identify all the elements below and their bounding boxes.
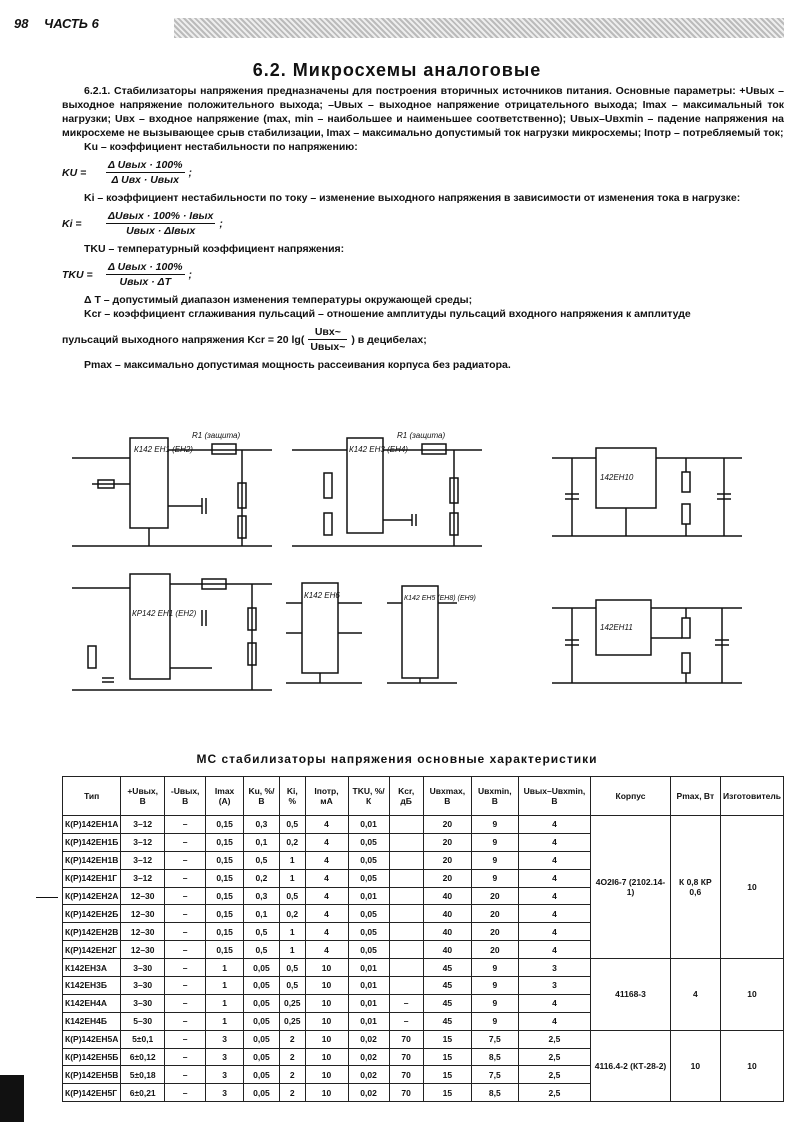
table-cell: 1 bbox=[206, 994, 244, 1012]
table-row bbox=[63, 816, 784, 834]
table-cell: 0,5 bbox=[243, 923, 279, 941]
table-cell: 0,02 bbox=[348, 1030, 389, 1048]
table-cell: 15 bbox=[423, 1066, 471, 1084]
ku-formula: KU = $\frac{\text{Δ Uвых · 100\%}}{\text{Δ Uвх · Uвых}}$ ; bbox=[62, 159, 192, 186]
ki-denominator: Uвых · ΔIвых bbox=[126, 225, 196, 237]
table-cell: 0,25 bbox=[280, 994, 306, 1012]
table-cell: 10 bbox=[305, 977, 348, 995]
section-title: 6.2. Микросхемы аналоговые bbox=[252, 60, 542, 80]
table-body bbox=[63, 816, 784, 1102]
table-cell bbox=[389, 959, 423, 977]
table-cell: 15 bbox=[423, 1030, 471, 1048]
table-cell: 4 bbox=[305, 869, 348, 887]
korpus-cell: 4O2I6-7 (2102.14-1) bbox=[591, 816, 670, 959]
table-cell: 0,01 bbox=[348, 977, 389, 995]
table-cell: 70 bbox=[389, 1066, 423, 1084]
table-cell: 12–30 bbox=[121, 941, 165, 959]
ki-definition: Ki – коэффициент нестабильности по току – изменение выходного напряжения в зависимости от изменения тока в нагрузке: bbox=[84, 192, 741, 204]
table-cell: 4 bbox=[305, 905, 348, 923]
type-cell: К142ЕН3Б bbox=[63, 977, 121, 995]
column-header: Ku, %/В bbox=[243, 777, 279, 816]
table-cell: 0,02 bbox=[348, 1048, 389, 1066]
table-cell: 0,01 bbox=[348, 959, 389, 977]
table-cell: 1 bbox=[206, 959, 244, 977]
table-cell: 0,15 bbox=[206, 905, 244, 923]
page-header bbox=[14, 12, 784, 38]
table-cell: 0,15 bbox=[206, 833, 244, 851]
pmax-definition: Pmax – максимально допустимая мощность рассеивания корпуса без радиатора. bbox=[84, 359, 511, 371]
ki-lhs: Ki = bbox=[62, 217, 82, 230]
table-cell: – bbox=[165, 1030, 206, 1048]
table-cell: 8,5 bbox=[472, 1048, 519, 1066]
type-cell: К142ЕН3А bbox=[63, 959, 121, 977]
table-cell: 9 bbox=[472, 851, 519, 869]
column-header: +Uвых, В bbox=[121, 777, 165, 816]
table-cell bbox=[389, 816, 423, 834]
table-cell: 0,02 bbox=[348, 1084, 389, 1102]
table-cell: 0,05 bbox=[348, 851, 389, 869]
ku-definition: Ku – коэффициент нестабильности по напряжению: bbox=[84, 141, 358, 153]
table-cell: – bbox=[389, 1012, 423, 1030]
table-cell: 1 bbox=[280, 941, 306, 959]
table-cell bbox=[389, 923, 423, 941]
table-cell: 0,15 bbox=[206, 869, 244, 887]
column-header: Uвхmax, В bbox=[423, 777, 471, 816]
ki-numerator: ΔUвых · 100% · Iвых bbox=[108, 210, 214, 222]
table-cell: – bbox=[165, 977, 206, 995]
table-cell: 0,5 bbox=[280, 977, 306, 995]
table-cell: 20 bbox=[472, 887, 519, 905]
table-cell: 3 bbox=[206, 1030, 244, 1048]
table-cell: 9 bbox=[472, 833, 519, 851]
pmax-cell: 10 bbox=[670, 1030, 720, 1102]
table-cell: 45 bbox=[423, 994, 471, 1012]
korpus-cell: 41168-3 bbox=[591, 959, 670, 1031]
table-cell: 20 bbox=[423, 816, 471, 834]
table-cell: 4 bbox=[305, 887, 348, 905]
d4-chip-label: КР142 ЕН1 (ЕН2) bbox=[132, 609, 197, 618]
intro-paragraph: 6.2.1. Стабилизаторы напряжения предназначены для построения вторичных источников питания. Основные параметры: +Uвых – выходное напряжение положительного выхода; –Uвых – выходное напряжение отрицательного выхода; Imax – максимальный ток нагрузки; Uвх – входное напряжение (max, min – наибольшее и наименьшее соответственно); Uвых–Uвхmin – падение напряжения на микросхеме не вызывающее срыв стабилизации, Imax – максимально допустимый ток нагрузки микросхемы; Iпотр – потребляемый ток; bbox=[62, 85, 784, 139]
table-cell: 40 bbox=[423, 941, 471, 959]
chapter-label: ЧАСТЬ 6 bbox=[44, 16, 99, 31]
table-cell: 0,5 bbox=[243, 941, 279, 959]
table-cell: 45 bbox=[423, 977, 471, 995]
table-cell: – bbox=[165, 994, 206, 1012]
table-cell: 1 bbox=[206, 977, 244, 995]
table-cell: 20 bbox=[423, 851, 471, 869]
table-cell: 4 bbox=[518, 994, 591, 1012]
circuit-diagram-3 bbox=[552, 448, 742, 536]
maker-cell: 10 bbox=[721, 1030, 784, 1102]
table-cell: 10 bbox=[305, 1066, 348, 1084]
table-cell: 45 bbox=[423, 959, 471, 977]
table-cell: 3 bbox=[518, 959, 591, 977]
table-cell: – bbox=[165, 851, 206, 869]
table-cell: 3–12 bbox=[121, 816, 165, 834]
kcr-text-b: ) в децибелах; bbox=[351, 333, 427, 346]
table-cell: 4 bbox=[518, 833, 591, 851]
table-cell bbox=[389, 941, 423, 959]
table-cell bbox=[389, 887, 423, 905]
type-cell: К142ЕН4А bbox=[63, 994, 121, 1012]
table-cell: 4 bbox=[305, 941, 348, 959]
table-cell: 20 bbox=[472, 923, 519, 941]
table-cell: 4 bbox=[518, 887, 591, 905]
table-cell: 1 bbox=[206, 1012, 244, 1030]
table-cell: 0,05 bbox=[243, 1084, 279, 1102]
table-cell: 5±0,1 bbox=[121, 1030, 165, 1048]
table-cell: 0,3 bbox=[243, 816, 279, 834]
column-header: Kcr, дБ bbox=[389, 777, 423, 816]
table-cell: 8,5 bbox=[472, 1084, 519, 1102]
pmax-cell: К 0,8 КР 0,6 bbox=[670, 816, 720, 959]
tku-formula: TKU = $\frac{\text{Δ Uвых · 100\%}}{\text{Uвых · ΔT}}$ ; bbox=[62, 261, 192, 288]
table-cell: – bbox=[165, 959, 206, 977]
table-cell: 3–12 bbox=[121, 833, 165, 851]
table-cell: 0,15 bbox=[206, 851, 244, 869]
table-cell: 6±0,12 bbox=[121, 1048, 165, 1066]
table-cell: 0,05 bbox=[243, 1030, 279, 1048]
tku-lhs: TKU = bbox=[62, 268, 93, 281]
table-cell: 0,05 bbox=[348, 905, 389, 923]
table-cell: 2,5 bbox=[518, 1084, 591, 1102]
table-cell: 0,15 bbox=[206, 923, 244, 941]
header-bar bbox=[174, 18, 784, 38]
table-cell: 0,05 bbox=[348, 869, 389, 887]
table-cell: 0,15 bbox=[206, 816, 244, 834]
table-cell: 4 bbox=[518, 851, 591, 869]
column-header: Тип bbox=[63, 777, 121, 816]
table-cell: 1 bbox=[280, 851, 306, 869]
table-cell: 9 bbox=[472, 994, 519, 1012]
tku-definition: TKU – температурный коэффициент напряжения: bbox=[84, 243, 345, 255]
table-cell: – bbox=[165, 869, 206, 887]
circuit-diagrams bbox=[62, 428, 784, 718]
d7-chip-label: 142ЕН11 bbox=[600, 623, 633, 632]
table-cell: 0,05 bbox=[348, 941, 389, 959]
table-cell: 2 bbox=[280, 1030, 306, 1048]
table-cell: 3–12 bbox=[121, 851, 165, 869]
table-cell: 0,01 bbox=[348, 994, 389, 1012]
table-cell: 70 bbox=[389, 1084, 423, 1102]
table-cell: 2 bbox=[280, 1066, 306, 1084]
table-cell: 0,01 bbox=[348, 1012, 389, 1030]
table-cell: 3–30 bbox=[121, 994, 165, 1012]
margin-dash bbox=[36, 897, 58, 898]
d1-chip-label: К142 ЕН1 (ЕН2) bbox=[134, 445, 193, 454]
table-cell: 0,05 bbox=[243, 1048, 279, 1066]
type-cell: К(Р)142ЕН5А bbox=[63, 1030, 121, 1048]
column-header: Uвых–Uвхmin, В bbox=[518, 777, 591, 816]
table-cell: 40 bbox=[423, 887, 471, 905]
table-cell bbox=[389, 905, 423, 923]
table-cell bbox=[389, 851, 423, 869]
table-cell: 0,2 bbox=[280, 905, 306, 923]
table-cell: 4 bbox=[518, 905, 591, 923]
table-cell: – bbox=[165, 941, 206, 959]
table-cell: 7,5 bbox=[472, 1030, 519, 1048]
table-cell: 3–30 bbox=[121, 959, 165, 977]
type-cell: К(Р)142ЕН5В bbox=[63, 1066, 121, 1084]
column-header: Pmax, Вт bbox=[670, 777, 720, 816]
table-cell: 9 bbox=[472, 816, 519, 834]
page-number: 98 bbox=[14, 16, 29, 31]
table-row bbox=[63, 959, 784, 977]
table-title: МС стабилизаторы напряжения основные характеристики bbox=[196, 752, 598, 766]
ki-formula: Ki = $\frac{\text{ΔUвых · 100\% · Iвых}}{\text{Uвых · ΔIвых}}$ ; bbox=[62, 210, 223, 237]
table-cell: – bbox=[389, 994, 423, 1012]
column-header: -Uвых, В bbox=[165, 777, 206, 816]
column-header: Iпотр, мА bbox=[305, 777, 348, 816]
kcr-numerator: Uвх~ bbox=[308, 325, 347, 340]
table-cell: 4 bbox=[305, 923, 348, 941]
korpus-cell: 4116.4-2 (КТ-28-2) bbox=[591, 1030, 670, 1102]
table-cell: 0,5 bbox=[243, 851, 279, 869]
table-cell: 3 bbox=[518, 977, 591, 995]
table-cell: 2 bbox=[280, 1048, 306, 1066]
table-cell: 9 bbox=[472, 977, 519, 995]
intro-text bbox=[62, 84, 784, 372]
table-cell: 0,25 bbox=[280, 1012, 306, 1030]
kcr-text-a: пульсаций выходного напряжения Kcr = 20 lg( bbox=[62, 333, 305, 346]
table-cell: 40 bbox=[423, 905, 471, 923]
table-cell: 4 bbox=[518, 869, 591, 887]
circuit-diagram-2 bbox=[292, 438, 482, 546]
table-cell: 0,2 bbox=[280, 833, 306, 851]
table-cell: 4 bbox=[518, 941, 591, 959]
table-cell: 9 bbox=[472, 1012, 519, 1030]
table-cell: – bbox=[165, 1066, 206, 1084]
ku-denominator: Δ Uвх · Uвых bbox=[111, 174, 179, 186]
type-cell: К(Р)142ЕН1Б bbox=[63, 833, 121, 851]
table-row bbox=[63, 1030, 784, 1048]
table-cell: 40 bbox=[423, 923, 471, 941]
table-cell bbox=[389, 833, 423, 851]
table-cell: 0,05 bbox=[243, 959, 279, 977]
maker-cell: 10 bbox=[721, 959, 784, 1031]
table-cell: 5–30 bbox=[121, 1012, 165, 1030]
page-edge-mark bbox=[0, 1075, 24, 1122]
type-cell: К142ЕН4Б bbox=[63, 1012, 121, 1030]
table-cell: 1 bbox=[280, 923, 306, 941]
table-cell: 15 bbox=[423, 1084, 471, 1102]
column-header: TKU, %/К bbox=[348, 777, 389, 816]
table-cell: 0,05 bbox=[243, 977, 279, 995]
table-cell: 0,2 bbox=[243, 869, 279, 887]
table-cell: 6±0,21 bbox=[121, 1084, 165, 1102]
table-cell: 0,5 bbox=[280, 887, 306, 905]
kcr-formula bbox=[62, 325, 784, 354]
table-cell: – bbox=[165, 1084, 206, 1102]
ku-lhs: KU = bbox=[62, 166, 87, 179]
table-cell: – bbox=[165, 1012, 206, 1030]
table-cell: – bbox=[165, 923, 206, 941]
table-cell: 4 bbox=[305, 833, 348, 851]
table-cell: 3–30 bbox=[121, 977, 165, 995]
table-cell: – bbox=[165, 1048, 206, 1066]
table-cell: 12–30 bbox=[121, 905, 165, 923]
circuit-diagram-4 bbox=[72, 574, 272, 690]
maker-cell: 10 bbox=[721, 816, 784, 959]
table-cell: 12–30 bbox=[121, 887, 165, 905]
table-cell: 4 bbox=[518, 816, 591, 834]
table-cell: 1 bbox=[280, 869, 306, 887]
table-cell: 15 bbox=[423, 1048, 471, 1066]
table-cell: 0,05 bbox=[243, 994, 279, 1012]
table-cell: – bbox=[165, 833, 206, 851]
type-cell: К(Р)142ЕН5Г bbox=[63, 1084, 121, 1102]
table-cell: 10 bbox=[305, 1048, 348, 1066]
table-cell: 2,5 bbox=[518, 1066, 591, 1084]
type-cell: К(Р)142ЕН2Г bbox=[63, 941, 121, 959]
table-cell: 0,1 bbox=[243, 833, 279, 851]
table-cell: 0,15 bbox=[206, 887, 244, 905]
table-cell: 0,05 bbox=[348, 923, 389, 941]
kcr-definition: Kcr – коэффициент сглаживания пульсаций – отношение амплитуды пульсаций входного напряжения к амплитуде bbox=[84, 308, 691, 320]
type-cell: К(Р)142ЕН2А bbox=[63, 887, 121, 905]
table-cell: – bbox=[165, 887, 206, 905]
circuit-diagram-1 bbox=[72, 438, 272, 546]
type-cell: К(Р)142ЕН1В bbox=[63, 851, 121, 869]
table-cell: 7,5 bbox=[472, 1066, 519, 1084]
d5-chip-label: К142 ЕН6 bbox=[304, 591, 340, 600]
table-cell: 10 bbox=[305, 1012, 348, 1030]
column-header: Ki, % bbox=[280, 777, 306, 816]
table-cell: 0,01 bbox=[348, 887, 389, 905]
table-cell: 0,15 bbox=[206, 941, 244, 959]
stabilizer-table bbox=[62, 776, 784, 1102]
table-cell bbox=[389, 869, 423, 887]
d1-r1-label: R1 (защита) bbox=[192, 431, 241, 440]
d3-chip-label: 142ЕН10 bbox=[600, 473, 634, 482]
kcr-denominator: Uвых~ bbox=[310, 341, 346, 353]
table-cell: 0,05 bbox=[243, 1012, 279, 1030]
table-cell: 3 bbox=[206, 1048, 244, 1066]
table-cell: 0,3 bbox=[243, 887, 279, 905]
table-cell: 2,5 bbox=[518, 1048, 591, 1066]
table-cell: 10 bbox=[305, 994, 348, 1012]
table-cell: 5±0,18 bbox=[121, 1066, 165, 1084]
table-cell: – bbox=[165, 816, 206, 834]
table-cell: 3–12 bbox=[121, 869, 165, 887]
pmax-cell: 4 bbox=[670, 959, 720, 1031]
type-cell: К(Р)142ЕН2В bbox=[63, 923, 121, 941]
dt-definition: Δ T – допустимый диапазон изменения температуры окружающей среды; bbox=[84, 294, 473, 306]
table-cell: 0,02 bbox=[348, 1066, 389, 1084]
type-cell: К(Р)142ЕН1Г bbox=[63, 869, 121, 887]
table-cell: 3 bbox=[206, 1066, 244, 1084]
table-cell: 4 bbox=[518, 1012, 591, 1030]
d2-r1-label: R1 (защита) bbox=[397, 431, 446, 440]
table-cell: – bbox=[165, 905, 206, 923]
table-cell: 10 bbox=[305, 959, 348, 977]
column-header: Uвхmin, В bbox=[472, 777, 519, 816]
column-header: Корпус bbox=[591, 777, 670, 816]
type-cell: К(Р)142ЕН1А bbox=[63, 816, 121, 834]
table-cell: 0,1 bbox=[243, 905, 279, 923]
table-cell: 2 bbox=[280, 1084, 306, 1102]
tku-numerator: Δ Uвых · 100% bbox=[108, 261, 183, 273]
table-cell: 0,5 bbox=[280, 959, 306, 977]
table-cell: 70 bbox=[389, 1048, 423, 1066]
table-cell: 12–30 bbox=[121, 923, 165, 941]
column-header: Imax (А) bbox=[206, 777, 244, 816]
table-cell: 4 bbox=[518, 923, 591, 941]
d6-chip-label: К142 ЕН5 (ЕН8) (ЕН9) bbox=[404, 595, 476, 602]
ku-numerator: Δ Uвых · 100% bbox=[108, 159, 183, 171]
table-cell: 0,5 bbox=[280, 816, 306, 834]
type-cell: К(Р)142ЕН5Б bbox=[63, 1048, 121, 1066]
table-cell: 10 bbox=[305, 1030, 348, 1048]
table-cell: 10 bbox=[305, 1084, 348, 1102]
table-cell: 4 bbox=[305, 851, 348, 869]
table-cell: 0,05 bbox=[348, 833, 389, 851]
tku-denominator: Uвых · ΔT bbox=[119, 276, 172, 288]
type-cell: К(Р)142ЕН2Б bbox=[63, 905, 121, 923]
table-cell: 70 bbox=[389, 1030, 423, 1048]
table-cell: 20 bbox=[423, 869, 471, 887]
table-cell: 20 bbox=[472, 905, 519, 923]
table-cell: 0,01 bbox=[348, 816, 389, 834]
table-header-row bbox=[63, 777, 784, 816]
table-cell: 0,05 bbox=[243, 1066, 279, 1084]
table-cell: 9 bbox=[472, 869, 519, 887]
d2-chip-label: К142 ЕН3 (ЕН4) bbox=[349, 445, 408, 454]
table-cell: 20 bbox=[472, 941, 519, 959]
table-cell: 4 bbox=[305, 816, 348, 834]
table-cell: 9 bbox=[472, 959, 519, 977]
table-cell bbox=[389, 977, 423, 995]
table-cell: 3 bbox=[206, 1084, 244, 1102]
table-cell: 2,5 bbox=[518, 1030, 591, 1048]
table-cell: 45 bbox=[423, 1012, 471, 1030]
table-cell: 20 bbox=[423, 833, 471, 851]
circuit-diagram-7 bbox=[552, 600, 742, 683]
column-header: Изготовитель bbox=[721, 777, 784, 816]
